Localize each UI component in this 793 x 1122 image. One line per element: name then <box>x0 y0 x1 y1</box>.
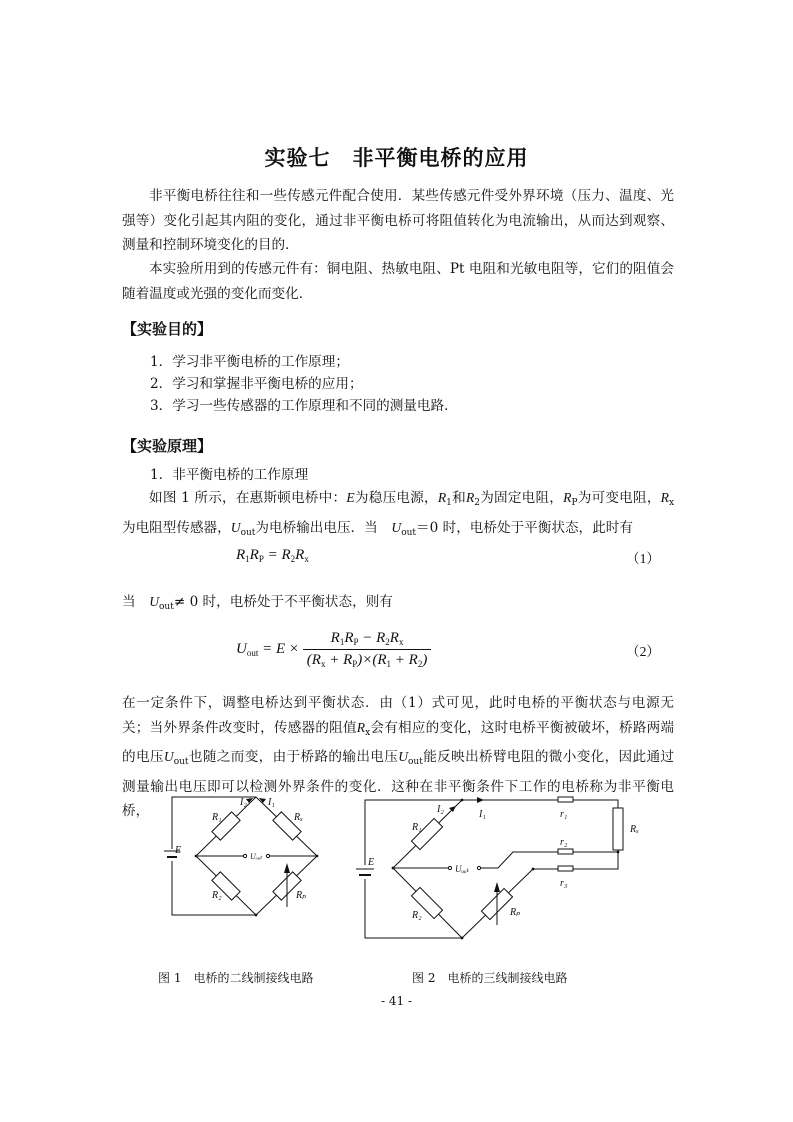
purpose-heading: 【实验目的】 <box>122 320 213 338</box>
figure-1-circuit <box>150 785 340 935</box>
page-number: - 41 - <box>380 994 412 1008</box>
fig2-label-I1: I₁ <box>479 809 486 820</box>
figure-2-caption: 图 2 电桥的三线制接线电路 <box>412 971 568 985</box>
intro-paragraph-1: 非平衡电桥往往和一些传感元件配合使用．某些传感元件受外界环境（压力、温度、光强等）变化引起其内阻的变化，通过非平衡电桥可将阻值转化为电流输出，从而达到观察、测量和控制环境变化的目的． <box>122 188 674 253</box>
fig1-label-R1: R₁ <box>212 812 222 823</box>
page-title <box>0 142 793 172</box>
fig1-label-Rp: Rₚ <box>296 890 307 901</box>
fig2-label-R1: R₁ <box>412 822 422 833</box>
fig2-label-r2: r₂ <box>560 837 568 848</box>
fig1-label-R2: R₂ <box>212 890 222 901</box>
fig2-label-Rp: Rₚ <box>510 907 521 918</box>
title-text: 非平衡电桥的应用 <box>352 146 529 170</box>
fig2-label-E: E <box>368 857 375 868</box>
fig2-label-r1: r₁ <box>560 809 568 820</box>
equation-1-body: $R_1R_P = R_2R_x$ <box>236 547 309 564</box>
principle-heading: 【实验原理】 <box>122 437 213 455</box>
figure-1-caption: 图 1 电桥的二线制接线电路 <box>158 971 314 985</box>
intro-paragraph-2: 本实验所用到的传感元件有：铜电阻、热敏电阻、Pt 电阻和光敏电阻等，它们的阻值会随着温度或光强的变化而变化． <box>122 261 674 302</box>
equation-2-body: $U_{out} = E$ × $\frac{R_1R_P - R_2R_x}{(R_x + R_P)\times(R_1 + R_2)}$ <box>236 630 431 669</box>
equation-1-number: （1） <box>626 551 660 566</box>
purpose-item-2: 2．学习和掌握非平衡电桥的应用； <box>150 376 363 392</box>
fig1-label-I2: I₂ <box>240 797 247 808</box>
fig2-label-R2: R₂ <box>412 910 422 921</box>
fig2-label-I2: I₂ <box>437 804 444 815</box>
fig1-label-Uout: Uₒᵤₜ <box>250 852 263 861</box>
principle-paragraph-2: 当 $U_{out}\ne 0$ 时，电桥处于不平衡状态，则有 <box>122 594 393 612</box>
equation-2-fraction: $\frac{R_1R_P - R_2R_x}{(R_x + R_P)\times(R_1 + R_2)}$ <box>303 630 432 669</box>
fig2-label-Rx: Rₓ <box>630 824 639 835</box>
purpose-item-1: 1．学习非平衡电桥的工作原理； <box>150 354 349 370</box>
fig1-label-I1: I₁ <box>268 797 275 808</box>
title-experiment-number: 实验七 <box>264 146 331 170</box>
principle-paragraph-1: 如图 1 所示，在惠斯顿电桥中：E为稳压电源，$R_1$和$R_2$为固定电阻，$R_P$为可变电阻，$R_x$为电阻型传感器，$U_{out}$为电桥输出电压．当 $U_{out}=0$ 时，电桥处于平衡状态，此时有 <box>122 490 675 538</box>
principle-subheading-1: 1．非平衡电桥的工作原理 <box>150 467 309 483</box>
equation-2-number: （2） <box>626 644 660 659</box>
fig2-label-r3: r₃ <box>560 878 568 889</box>
fig1-label-E: E <box>175 845 182 856</box>
figure-2-circuit <box>345 785 645 945</box>
fig2-label-Uout: Uₒᵤₜ <box>455 864 469 874</box>
purpose-item-3: 3．学习一些传感器的工作原理和不同的测量电路． <box>150 398 458 414</box>
fig1-label-Rx: Rₓ <box>294 812 303 823</box>
principle-paragraph-3: 在一定条件下，调整电桥达到平衡状态．由（1）式可见，此时电桥的平衡状态与电源无关；当外界条件改变时，传感器的阻值$R_x$会有相应的变化，这时电桥平衡被破坏，桥路两端的电压$U_{out}$也随之而变，由于桥路的输出电压$U_{out}$能反映出桥臂电阻的微小变化，因此通过测量输出电压即可以检测外界条件的变化．这种在非平衡条件下工作的电桥称为非平衡电桥， <box>122 695 675 819</box>
